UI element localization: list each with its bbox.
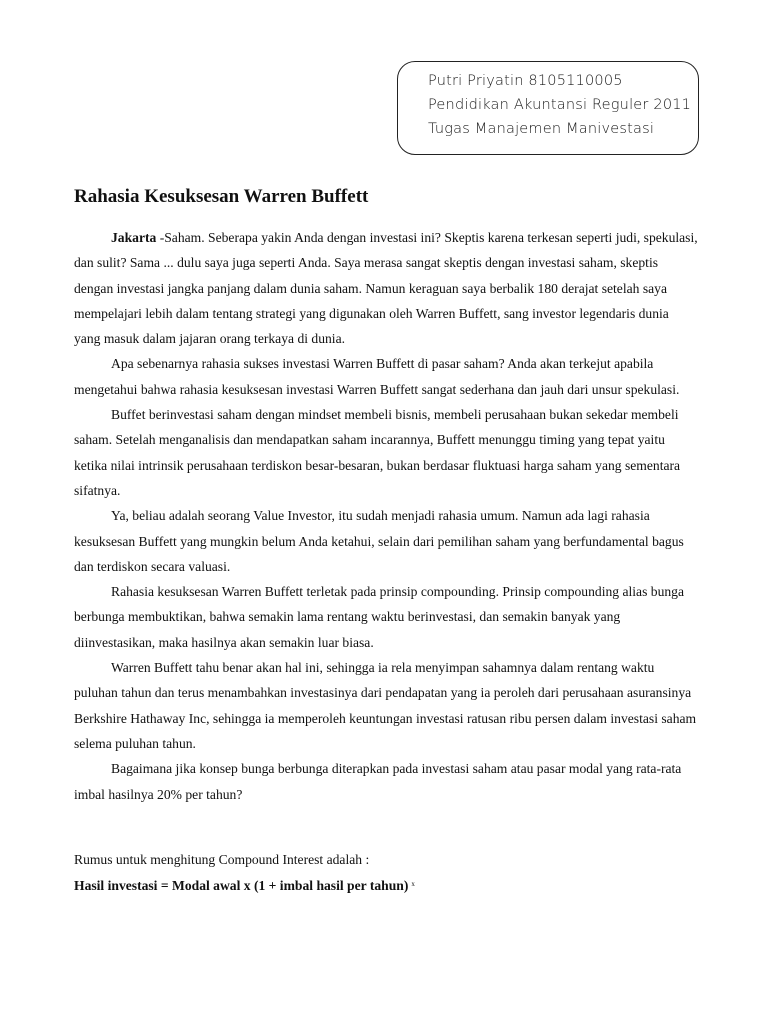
paragraph-5: Rahasia kesuksesan Warren Buffett terletak pada prinsip compounding. Prinsip compounding alias bunga berbunga membuktikan, bahwa semakin lama rentang waktu berinvestasi, dan semakin banyak yang diinvestasikan, maka hasilnya akan semakin luar biasa. (74, 584, 684, 650)
paragraph-3: Buffet berinvestasi saham dengan mindset membeli bisnis, membeli perusahaan bukan sekedar membeli saham. Setelah menganalisis dan mendapatkan saham incarannya, Buffett menunggu timing yang tepat yaitu ketika nilai intrinsik perusahaan terdiskon besar-besaran, bukan berdasar fluktuasi harga saham yang sementara sifatnya. (74, 407, 681, 498)
paragraph-2: Apa sebenarnya rahasia sukses investasi Warren Buffett di pasar saham? Anda akan terkejut apabila mengetahui bahwa rahasia kesuksesan investasi Warren Buffett sangat sederhana dan jauh dari unsur spekulasi. (74, 356, 680, 397)
dateline: Jakarta (111, 230, 157, 245)
article-body (74, 225, 698, 807)
assignment-line: Tugas Manajemen Manivestasi (428, 121, 655, 137)
formula-intro: Rumus untuk menghitung Compound Interest adalah : (74, 852, 370, 867)
compound-interest-formula (74, 878, 415, 894)
study-program-line: Pendidikan Akuntansi Reguler 2011 (428, 97, 692, 113)
student-name-line: Putri Priyatin 8105110005 (428, 73, 623, 89)
formula-exponent: x (411, 880, 415, 888)
formula-text: Hasil investasi = Modal awal x (1 + imbal hasil per tahun) (74, 878, 409, 893)
student-info-box (397, 61, 699, 155)
paragraph-6: Warren Buffett tahu benar akan hal ini, sehingga ia rela menyimpan sahamnya dalam rentang waktu puluhan tahun dan terus menambahkan investasinya dari pendapatan yang ia peroleh dari perusahaan asuransinya Berkshire Hathaway Inc, sehingga ia memperoleh keuntungan investasi ratusan ribu persen dalam investasi saham selema puluhan tahun. (74, 660, 697, 751)
article-title: Rahasia Kesuksesan Warren Buffett (74, 186, 369, 207)
paragraph-4: Ya, beliau adalah seorang Value Investor, itu sudah menjadi rahasia umum. Namun ada lagi rahasia kesuksesan Buffett yang mungkin belum Anda ketahui, selain dari pemilihan saham yang berfundamental bagus dan terdiskon secara valuasi. (74, 508, 684, 574)
paragraph-7: Bagaimana jika konsep bunga berbunga diterapkan pada investasi saham atau pasar modal yang rata-rata imbal hasilnya 20% per tahun? (74, 761, 682, 802)
paragraph-1 (74, 225, 698, 351)
paragraph-1-text: -Saham. Seberapa yakin Anda dengan investasi ini? Skeptis karena terkesan seperti judi, spekulasi, dan sulit? Sama ... dulu saya juga seperti Anda. Saya merasa sangat skeptis dengan investasi saham, skeptis dengan investasi jangka panjang dalam dunia saham. Namun keraguan saya berbalik 180 derajat setelah saya mempelajari lebih dalam tentang strategi yang digunakan oleh Warren Buffett, sang investor legendaris dunia yang masuk dalam jajaran orang terkaya di dunia. (74, 230, 698, 347)
